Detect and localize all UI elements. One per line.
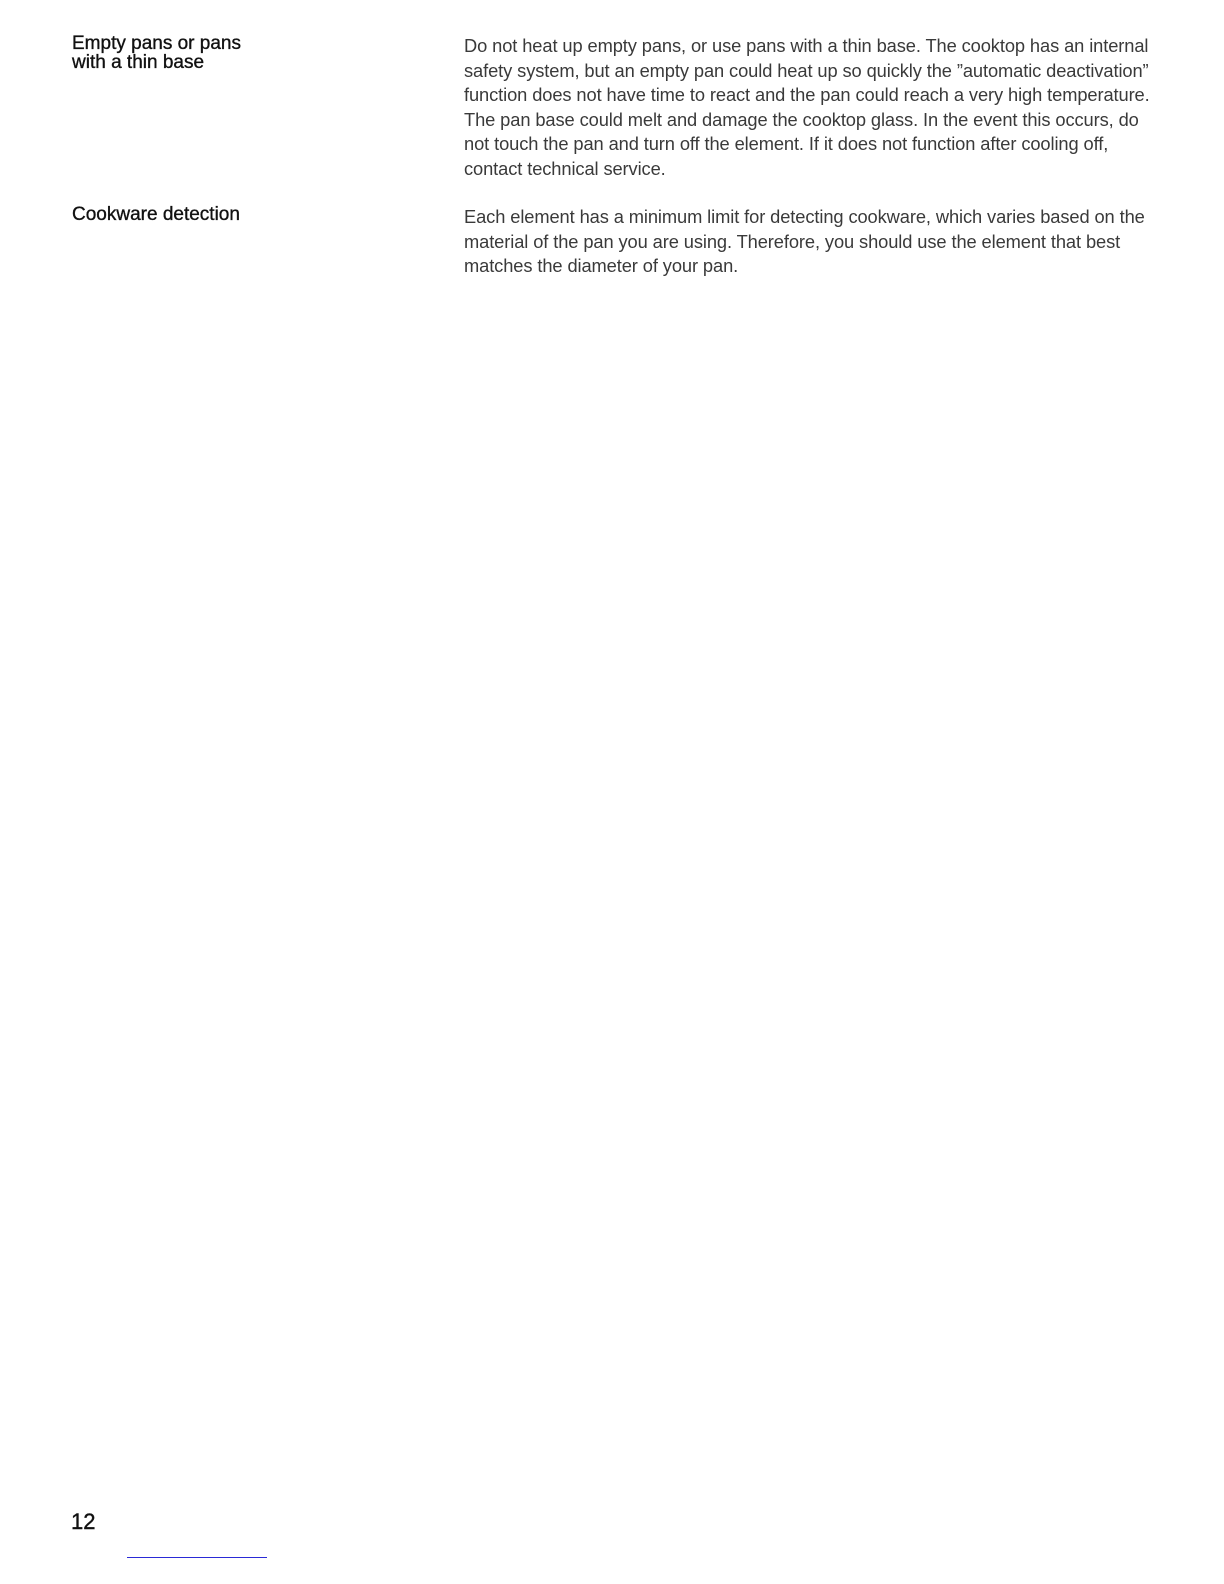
page-number: 12 bbox=[71, 1509, 96, 1534]
section-body: Each element has a minimum limit for detecting cookware, which varies based on the material of the pan you are using. Therefore, you should use the element that best matches the diameter of your pan. bbox=[464, 206, 1145, 277]
section-heading bbox=[72, 205, 402, 224]
section-body: Do not heat up empty pans, or use pans with a thin base. The cooktop has an internal safety system, but an empty pan could heat up so quickly the ”automatic deactivation” function does not have time to react and the pan could reach a very high temperature. The pan base could melt and damage the cooktop glass. In the event this occurs, do not touch the pan and turn off the element. If it does not function after cooling off, contact technical service. bbox=[464, 35, 1150, 179]
footer-divider bbox=[127, 1557, 267, 1558]
section-heading bbox=[72, 34, 402, 72]
heading-line: Empty pans or pans bbox=[72, 33, 241, 54]
heading-line: Cookware detection bbox=[72, 204, 240, 225]
heading-line: with a thin base bbox=[72, 52, 205, 73]
